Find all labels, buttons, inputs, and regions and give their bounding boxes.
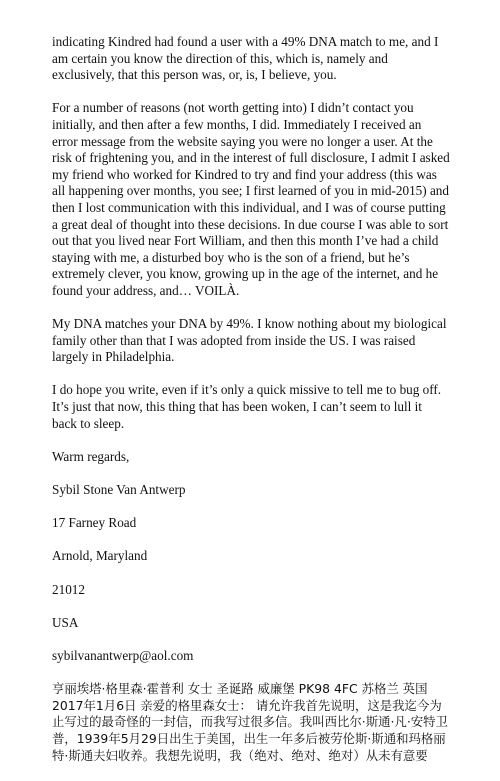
signature-city-state: Arnold, Maryland (52, 548, 148, 564)
letter-paragraph-2: For a number of reasons (not worth getting into) I didn’t contact you initially, and then after a few months, I did. Immediately I received an error message from the website saying you were no longer a user. At the risk of frightening you, and in the interest of full disclosure, I admit I asked my friend who worked for Kindred to try and find your address (this was all happening over months, you see; I first learned of you in mid-2015) and then I lost communication with this individual, and I was of course putting a great deal of thought into these decisions. In due course I was able to sort out that you lived near Fort William, and then this month I’ve had a child staying with me, a disturbed boy who is the son of a friend, but he’s extremely clever, you know, growing up in the age of the internet, and he found your address, and… VOILÀ. (52, 100, 450, 298)
letter-closing: Warm regards, (52, 448, 130, 464)
letter-paragraph-4: I do hope you write, even if it’s only a quick missive to tell me to bug off. It’s just that now, this thing that has been woken, I can’t seem to lull it back to sleep. (52, 382, 442, 431)
signature-street: 17 Farney Road (52, 515, 137, 531)
signature-email: sybilvanantwerp@aol.com (52, 647, 194, 663)
letter-page (52, 34, 450, 781)
signature-zip: 21012 (52, 581, 85, 597)
chinese-translation-paragraph: 亨丽埃塔·格里森·霍普利 女士 圣诞路 威廉堡 PK98 4FC 苏格兰 英国 2017年1月6日 亲爱的格里森女士： 请允许我首先说明，这是我迄今为止写过的最奇怪的一封信，而我写过很多信。我叫西比尔·斯通·凡·安特卫普，1939年5月29日出生于美国，出生一年多后被劳伦斯·斯通和玛格丽特·斯通夫妇收养。我想先说明，我（绝对、绝对、绝对）从未有意要 (52, 681, 448, 763)
signature-name: Sybil Stone Van Antwerp (52, 482, 186, 498)
letter-paragraph-3: My DNA matches your DNA by 49%. I know nothing about my biological family other than that I was adopted from inside the US. I was raised largely in Philadelphia. (52, 316, 447, 365)
signature-country: USA (52, 614, 79, 630)
letter-paragraph-1: indicating Kindred had found a user with a 49% DNA match to me, and I am certain you know the direction of this, which is, namely and exclusively, that this person was, or, is, I believe, you. (52, 34, 439, 83)
